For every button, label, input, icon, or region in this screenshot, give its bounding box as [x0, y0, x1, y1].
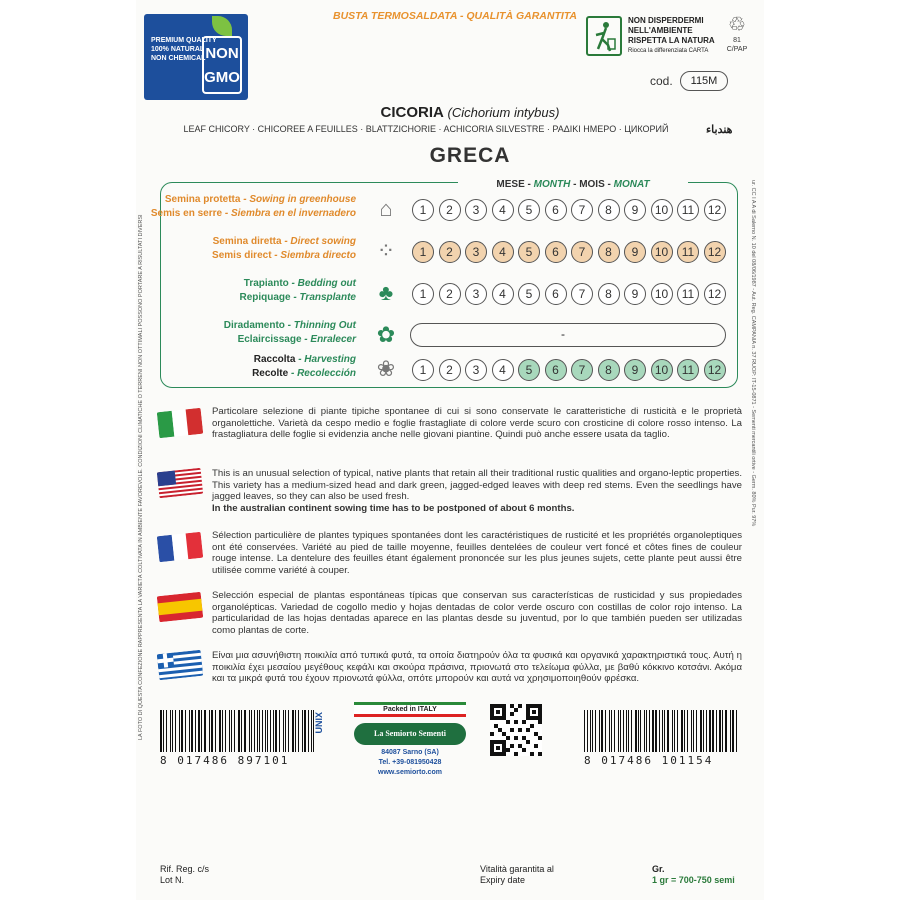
barcode-bar [614, 710, 615, 752]
row-label-2-secondary: - Siembra directo [271, 250, 356, 261]
qr-module [490, 732, 494, 736]
barcode-bar [732, 710, 734, 752]
qr-module [506, 736, 510, 740]
qr-module [530, 752, 534, 756]
barcode-bar [649, 710, 650, 752]
barcode-bar [684, 710, 685, 752]
row-label-2 [146, 208, 356, 219]
month-11: 11 [677, 359, 699, 381]
packet-banner: BUSTA TERMOSALDATA - QUALITÀ GARANTITA [333, 10, 577, 22]
barcode-right [584, 710, 740, 766]
barcode-bar [275, 710, 277, 752]
barcode-bar [288, 710, 289, 752]
month-3: 3 [465, 283, 487, 305]
barcode-bar [703, 710, 704, 752]
calendar-row [166, 234, 736, 268]
barcode-bar [244, 710, 246, 752]
claim-natural: 100% NATURAL [151, 46, 205, 53]
barcode-left-bars [160, 710, 316, 752]
barcode-bar [601, 710, 603, 752]
rif-reg: Rif. Reg. c/s [160, 864, 210, 874]
barcode-bar [674, 710, 676, 752]
month-5: 5 [518, 283, 540, 305]
cod-label: cod. [650, 74, 673, 88]
qr-module [526, 740, 530, 744]
barcode-bar [681, 710, 682, 752]
qr-module [494, 724, 498, 728]
barcode-bar [716, 710, 717, 752]
eco-text [628, 16, 722, 56]
month-2: 2 [439, 359, 461, 381]
arabic-name: هندباء [706, 124, 733, 136]
calendar-row [166, 352, 736, 386]
barcode-bar [292, 710, 293, 752]
barcode-bar [189, 710, 190, 752]
month-3: 3 [465, 199, 487, 221]
description-english [212, 468, 742, 514]
barcode-bar [166, 710, 167, 752]
quality-claims [151, 36, 217, 63]
barcode-bar [587, 710, 588, 752]
barcode-bar [618, 710, 619, 752]
row-label-2 [146, 292, 356, 303]
row-label-2-secondary: - Siembra en el invernadero [222, 208, 356, 219]
month-5: 5 [518, 241, 540, 263]
row-label-1-primary: Diradamento [223, 320, 285, 331]
month-11: 11 [677, 199, 699, 221]
barcode-bar [298, 710, 299, 752]
barcode-bar [706, 710, 707, 752]
cod-value: 115M [680, 71, 728, 91]
description-greek: Είναι μια ασυνήθιστη ποικιλία από τυπικά φυτά, τα οποία διατηρούν όλα τα φυσικά και οργανικά χαρακτηριστικά τους. Αυτή η ποικιλία έχει μεσαίου μεγέθους κεφάλι και σκούρα πράσινα, πριονωτά στο τελείωμα φύλλα, με βαθύ κόκκινο κοτσάνι. Ακόμα και τα μικρά φυτά του έχουν πριονωτά φύλλα, οπότε μπορούν και αυτά να χρησιμοποιηθούν φρέσκα. [212, 650, 742, 685]
barcode-left-number: 8 017486 897101 [160, 754, 290, 767]
barcode-bar [677, 710, 678, 752]
qr-module [514, 752, 518, 756]
barcode-bar [605, 710, 606, 752]
month-12: 12 [704, 199, 726, 221]
seedling-icon: ♣ [378, 280, 394, 305]
month-1: 1 [412, 283, 434, 305]
month-10: 10 [651, 283, 673, 305]
qr-code-icon [490, 704, 542, 756]
barcode-bar [195, 710, 196, 752]
claim-premium: PREMIUM QUALITY [151, 37, 217, 44]
qr-module [496, 710, 500, 714]
non-gmo-line1: NON [205, 45, 239, 62]
barcode-bar [609, 710, 611, 752]
barcode-bar [273, 710, 274, 752]
barcode-bar [712, 710, 714, 752]
barcode-bar [687, 710, 688, 752]
qr-module [538, 720, 542, 724]
barcode-bar [719, 710, 721, 752]
barcode-right-bars [584, 710, 740, 752]
barcode-bar [730, 710, 731, 752]
row-label-2-secondary: - Enralecer [301, 334, 356, 345]
month-4: 4 [492, 359, 514, 381]
row-label-1-secondary: - Harvesting [295, 354, 356, 365]
qr-module [514, 736, 518, 740]
barcode-bar [640, 710, 641, 752]
month-12: 12 [704, 283, 726, 305]
row-label-2 [146, 334, 356, 345]
barcode-bar [302, 710, 303, 752]
leaf-icon [212, 16, 232, 36]
address-line: 84087 Sarno (SA) [381, 749, 439, 756]
month-6: 6 [545, 241, 567, 263]
row-label-2 [146, 368, 356, 379]
qr-module [522, 736, 526, 740]
qr-module [534, 732, 538, 736]
barcode-bar [229, 710, 230, 752]
description-english-text: This is an unusual selection of typical, native plants that retain all their traditional rustic qualities and organo-leptic properties. This variety has a medium-sized head and dark green, jagged-edged leaves with deep red stems. Even the seedlings have jagged leaves, so they can also be used fresh. [212, 468, 742, 503]
barcode-bar [595, 710, 596, 752]
row-label-1 [146, 194, 356, 205]
eco-disposal-label [586, 14, 754, 64]
month-8: 8 [598, 359, 620, 381]
month-4: 4 [492, 283, 514, 305]
barcode-bar [160, 710, 162, 752]
month-2: 2 [439, 199, 461, 221]
row-label-2-secondary: - Recolección [288, 368, 356, 379]
month-7: 7 [571, 283, 593, 305]
france-flag-icon [157, 532, 203, 562]
barcode-bar [225, 710, 226, 752]
barcode-bar [631, 710, 632, 752]
month-en: MONTH [533, 179, 571, 190]
barcode-bar [259, 710, 260, 752]
spain-flag-icon [157, 592, 203, 622]
calendar-row [166, 318, 736, 352]
row-label-2-secondary: - Transplante [290, 292, 356, 303]
eco-line1: NON DISPERDERMI [628, 16, 704, 25]
month-6: 6 [545, 359, 567, 381]
barcode-bar [295, 710, 297, 752]
row-label-2-primary: Repiquage [239, 292, 291, 303]
month-8: 8 [598, 283, 620, 305]
month-1: 1 [412, 241, 434, 263]
description-french: Sélection particulière de plantes typiques spontanées dont les caractéristiques de rusticité et les propriétés organoleptiques ont été conservées. Variété au pied de taille moyenne, feuilles dentelées de couleur vert foncé et côtes fines de couleur rouge intense. La dentelure des feuilles étant également prononcée sur les plus jeunes sujets, cette plante peut aussi être utilisée comme variété à couper. [212, 530, 742, 576]
non-gmo-label [202, 36, 242, 94]
barcode-bar [620, 710, 621, 752]
barcode-bar [251, 710, 252, 752]
barcode-bar [736, 710, 737, 752]
month-12: 12 [704, 359, 726, 381]
product-name-text: CICORIA [380, 104, 444, 121]
barcode-bar [234, 710, 235, 752]
description-spanish: Selección especial de plantas espontáneas típicas que conservan sus características de rusticidad y sus propiedades organolépticas. Variedad de cogollo medio y hojas dentadas de color verde oscuro con costillas de color rojo intenso. La particularidad de las hojas dentadas aparece en las plantas desde su juventud, por lo que también pueden ser utilizadas como plantas de corte. [212, 590, 742, 636]
qr-module [518, 728, 522, 732]
row-label-1-primary: Semina protetta [164, 194, 241, 205]
row-label-2-primary: Recolte [252, 368, 289, 379]
barcode-bar [238, 710, 239, 752]
calendar-row [166, 276, 736, 310]
website-line: www.semiorto.com [378, 769, 442, 776]
month-5: 5 [518, 359, 540, 381]
barcode-bar [635, 710, 637, 752]
barcode-bar [179, 710, 180, 752]
qr-module [522, 748, 526, 752]
row-label-1-primary: Raccolta [253, 354, 296, 365]
barcode-bar [659, 710, 660, 752]
barcode-left [160, 710, 316, 766]
month-4: 4 [492, 199, 514, 221]
barcode-bar [185, 710, 186, 752]
vitalita-label: Vitalità garantita al [480, 864, 554, 874]
row-label-1-secondary: - Direct sowing [281, 236, 356, 247]
barcode-bar [691, 710, 692, 752]
barcode-bar [170, 710, 171, 752]
packer-logo [354, 702, 466, 778]
thinning-dash: - [561, 327, 565, 341]
weight-info [652, 864, 735, 886]
qr-module [530, 724, 534, 728]
row-label-2-primary: Semis en serre [150, 208, 223, 219]
barcode-bar [265, 710, 266, 752]
month-8: 8 [598, 199, 620, 221]
qr-module [514, 720, 518, 724]
claim-non-chemical: NON CHEMICAL [151, 55, 206, 62]
barcode-bar [599, 710, 601, 752]
barcode-bar [623, 710, 624, 752]
barcode-bar [644, 710, 645, 752]
disposal-bin-icon [586, 16, 622, 56]
qr-module [502, 732, 506, 736]
barcode-right-number: 8 017486 101154 [584, 754, 714, 767]
row-label-2-primary: Eclaircissage [237, 334, 302, 345]
barcode-bar [628, 710, 630, 752]
barcode-bar [215, 710, 216, 752]
barcode-bar [201, 710, 203, 752]
recycle-icon: ♲ 81 C/PAP [720, 14, 754, 54]
barcode-bar [172, 710, 174, 752]
row-label-2-primary: Semis direct [212, 250, 272, 261]
barcode-bar [211, 710, 213, 752]
month-9: 9 [624, 199, 646, 221]
row-label-1 [146, 320, 356, 331]
eco-line4: Riocca la differenziata CARTA [628, 48, 709, 54]
barcode-bar [279, 710, 280, 752]
barcode-bar [664, 710, 666, 752]
phone-line: Tel. +39-081950428 [378, 759, 442, 766]
latin-name: (Cichorium intybus) [447, 105, 560, 120]
description-italian: Particolare selezione di piante tipiche spontanee di cui si sono conservate le caratteristiche di rusticità e le proprietà organolettiche. Varietà da cespo medio e foglie frastagliate di colore verde scuro con crosticine di colore rosso intenso. La frastagliatura delle foglie si evidenzia anche nelle giovani piantine. Quindi può anche essere usata da taglio. [212, 406, 742, 441]
barcode-bar [222, 710, 224, 752]
month-11: 11 [677, 283, 699, 305]
barcode-bar [163, 710, 165, 752]
month-fr: - MOIS - [570, 179, 614, 190]
row-label-1-primary: Semina diretta [212, 236, 282, 247]
barcode-bar [700, 710, 702, 752]
qr-module [510, 728, 514, 732]
greece-flag-icon [157, 650, 203, 680]
row-label-1-secondary: - Sowing in greenhouse [240, 194, 356, 205]
usa-flag-icon [157, 468, 203, 498]
italy-flag-icon [157, 408, 203, 438]
row-label-1-secondary: - Bedding out [288, 278, 356, 289]
barcode-bar [249, 710, 250, 752]
barcode-bar [270, 710, 271, 752]
eco-line2: NELL'AMBIENTE [628, 26, 693, 35]
qr-module [510, 744, 514, 748]
row-label-1 [146, 278, 356, 289]
barcode-bar [257, 710, 258, 752]
packer-address [354, 748, 466, 778]
barcode-bar [638, 710, 639, 752]
non-gmo-line2: GMO [204, 69, 240, 86]
qr-module [518, 704, 522, 708]
qr-module [510, 704, 514, 708]
month-4: 4 [492, 241, 514, 263]
barcode-bar [655, 710, 657, 752]
side-registration: ur. CC I A A di Salerno N. 10 del 08/06/1987 - Aut. Reg. CAMPANIA n. 37 RUOP: IT-15-0871 - Sementi mercantili ortive - Germ. 80% Pur. 97% [750, 180, 756, 527]
recycle-code: C/PAP [726, 46, 748, 53]
packed-in-italy: Packed in ITALY [354, 702, 466, 717]
month-5: 5 [518, 199, 540, 221]
month-9: 9 [624, 241, 646, 263]
seeds-icon: ⁘ [376, 238, 396, 263]
month-7: 7 [571, 359, 593, 381]
barcode-bar [304, 710, 305, 752]
qr-module [518, 744, 522, 748]
qr-module [526, 728, 530, 732]
row-label-1-primary: Trapianto [243, 278, 289, 289]
qr-module [532, 710, 536, 714]
barcode-bar [241, 710, 243, 752]
month-12: 12 [704, 241, 726, 263]
barcode-bar [231, 710, 233, 752]
product-name [300, 104, 640, 121]
month-6: 6 [545, 283, 567, 305]
barcode-bar [611, 710, 612, 752]
qr-module [496, 746, 500, 750]
variety-name: GRECA [429, 144, 511, 167]
row-label-2 [146, 250, 356, 261]
barcode-bar [267, 710, 268, 752]
qr-module [534, 744, 538, 748]
month-2: 2 [439, 241, 461, 263]
greenhouse-icon: ⌂ [379, 196, 393, 221]
thinning-icon: ✿ [376, 322, 396, 347]
barcode-bar [285, 710, 287, 752]
qr-module [538, 736, 542, 740]
row-label-1 [146, 354, 356, 365]
months-header [458, 179, 688, 193]
barcode-bar [204, 710, 206, 752]
thinning-bar [410, 323, 726, 347]
row-label-1 [146, 236, 356, 247]
expiry-info [480, 864, 554, 886]
barcode-bar [181, 710, 183, 752]
month-3: 3 [465, 359, 487, 381]
month-2: 2 [439, 283, 461, 305]
month-9: 9 [624, 283, 646, 305]
barcode-bar [584, 710, 585, 752]
month-7: 7 [571, 199, 593, 221]
qr-module [514, 708, 518, 712]
barcode-bar [590, 710, 591, 752]
barcode-bar [308, 710, 309, 752]
barcode-bar [672, 710, 673, 752]
barcode-bar [198, 710, 200, 752]
month-de: MONAT [613, 179, 650, 190]
month-1: 1 [412, 199, 434, 221]
barcode-bar [646, 710, 647, 752]
row-label-1-secondary: - Thinning Out [284, 320, 356, 331]
harvest-icon: ❀ [376, 356, 396, 381]
month-10: 10 [651, 359, 673, 381]
calendar-row [150, 192, 736, 226]
seeds-per-gram: 1 gr = 700-750 semi [652, 875, 735, 885]
barcode-bar [219, 710, 221, 752]
month-3: 3 [465, 241, 487, 263]
month-8: 8 [598, 241, 620, 263]
qr-module [538, 752, 542, 756]
barcode-bar [667, 710, 668, 752]
australia-note: In the australian continent sowing time has to be postponed of about 6 months. [212, 502, 575, 514]
qr-module [510, 712, 514, 716]
month-11: 11 [677, 241, 699, 263]
barcode-bar [283, 710, 284, 752]
barcode-bar [722, 710, 724, 752]
unix-label: UNIX [314, 712, 324, 734]
expiry-label: Expiry date [480, 875, 526, 885]
eco-line3: RISPETTA LA NATURA [628, 36, 715, 45]
qr-module [506, 748, 510, 752]
brand-logo: La Semiorto Sementi [354, 723, 466, 745]
month-7: 7 [571, 241, 593, 263]
grams-label: Gr. [652, 864, 665, 874]
month-9: 9 [624, 359, 646, 381]
barcode-bar [191, 710, 193, 752]
qr-module [498, 728, 502, 732]
barcode-bar [626, 710, 627, 752]
barcode-bar [254, 710, 255, 752]
qr-module [522, 720, 526, 724]
name-translations: LEAF CHICORY · CHICOREE A FEUILLES · BLATTZICHORIE · ACHICORIA SILVESTRE · ΡΑΔΙΚΙ ΗΜΕΡΟ · ЦИКОРИЙ [183, 124, 669, 134]
month-1: 1 [412, 359, 434, 381]
recycle-number: 81 [733, 37, 741, 44]
barcode-bar [209, 710, 210, 752]
barcode-bar [693, 710, 695, 752]
barcode-bar [592, 710, 593, 752]
side-disclaimer: LA FOTO DI QUESTA CONFEZIONE RAPPRESENTA LA VARIETÀ COLTIVATA IN AMBIENTE FAVOREVOLE. CONDIZIONI CLIMATICHE O TERRENI NON OTTIMALI POSSONO PORTARE A RISULTATI DIVERSI [138, 214, 144, 740]
barcode-bar [709, 710, 711, 752]
barcode-bar [652, 710, 654, 752]
barcode-bar [175, 710, 176, 752]
month-10: 10 [651, 241, 673, 263]
month-6: 6 [545, 199, 567, 221]
barcode-bar [725, 710, 727, 752]
qr-module [506, 720, 510, 724]
barcode-bar [662, 710, 663, 752]
barcode-bar [262, 710, 263, 752]
month-10: 10 [651, 199, 673, 221]
non-gmo-badge [144, 14, 248, 100]
month-it: MESE - [496, 179, 534, 190]
registration-info [160, 864, 209, 886]
barcode-bar [311, 710, 312, 752]
barcode-bar [696, 710, 697, 752]
lot-number: Lot N. [160, 875, 185, 885]
